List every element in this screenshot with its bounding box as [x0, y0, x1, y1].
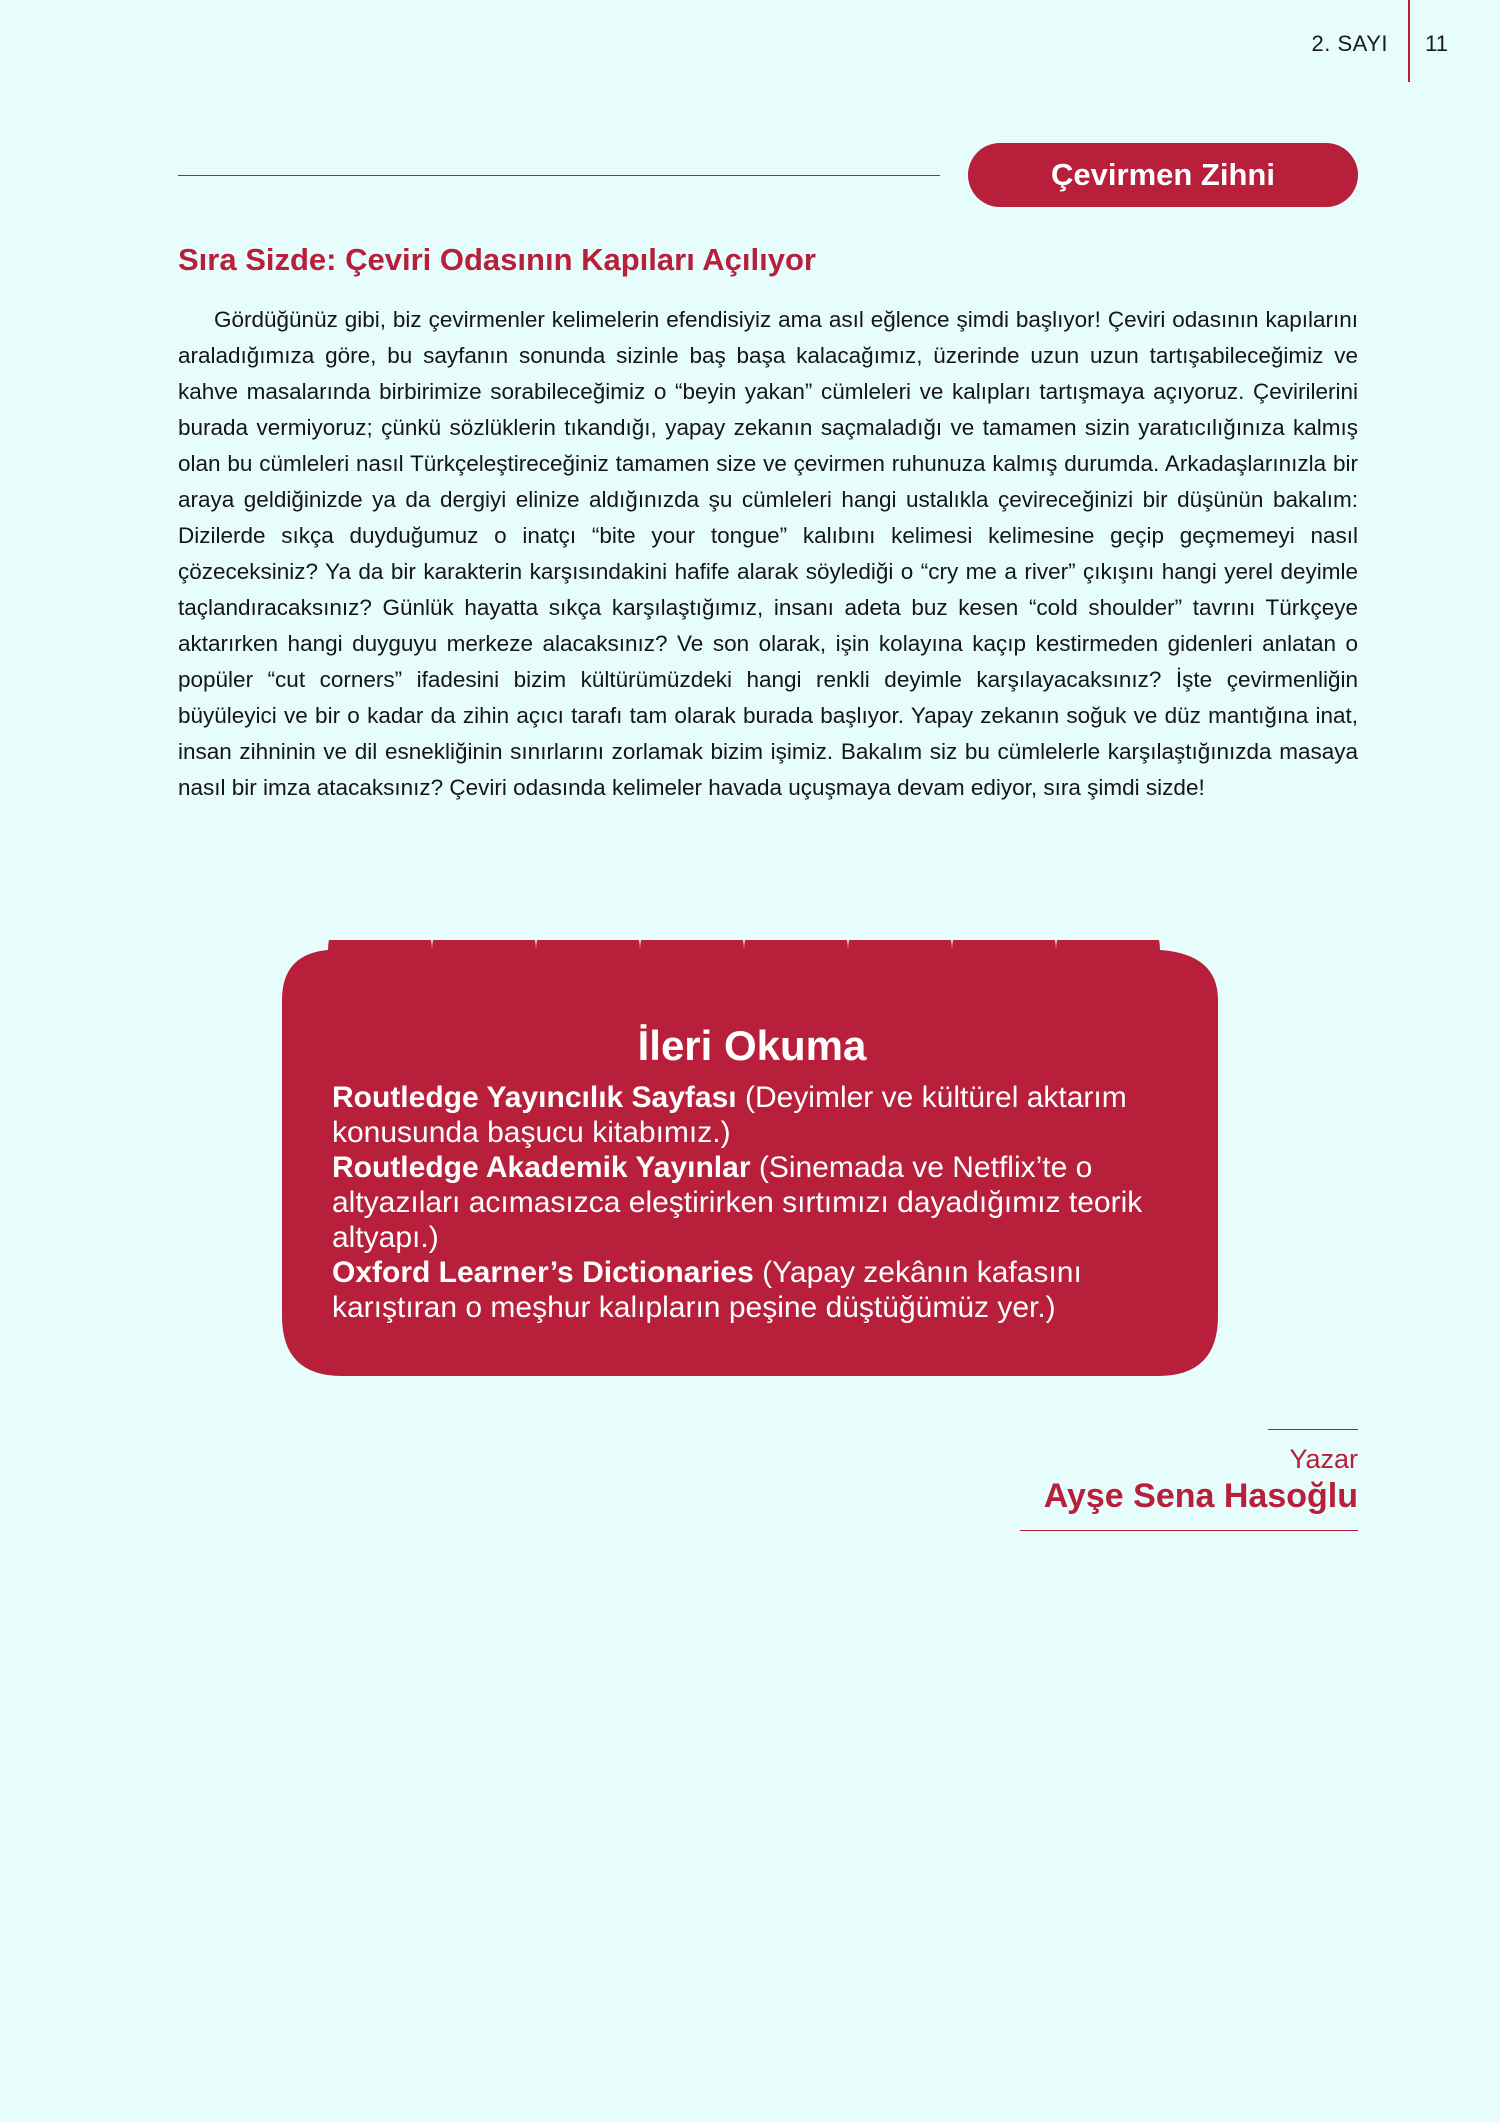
- article-body: Gördüğünüz gibi, biz çevirmenler kelimelerin efendisiyiz ama asıl eğlence şimdi başlıyor! Çeviri odasının kapılarını araladığımıza göre, bu sayfanın sonunda sizinle baş başa kalacağımız, üzerinde uzun uzun tartışabileceğimiz ve kahve masalarında birbirimize sorabileceğimiz o “beyin yakan” cümleleri ve kalıpları tartışmaya açıyoruz. Çevirilerini burada vermiyoruz; çünkü sözlüklerin tıkandığı, yapay zekanın saçmaladığı ve tamamen sizin yaratıcılığınıza kalmış olan bu cümleleri nasıl Türkçeleştireceğiniz tamamen size ve çevirmen ruhunuza kalmış durumda. Arkadaşlarınızla bir araya geldiğinizde ya da dergiyi elinize aldığınızda şu cümleleri hangi ustalıkla çevireceğinizi bir düşünün bakalım: Dizilerde sıkça duyduğumuz o inatçı “bite your tongue” kalıbını kelimesi kelimesine geçip geçmemeyi nasıl çözeceksiniz? Ya da bir karakterin karşısındakini hafife alarak söylediği o “cry me a river” çıkışını hangi yerel deyimle taçlandıracaksınız? Günlük hayatta sıkça karşılaştığımız, insanı adeta buz kesen “cold shoulder” tavrını Türkçeye aktarırken hangi duyguyu merkeze alacaksınız? Ve son olarak, işin kolayına kaçıp kestirmeden gidenleri anlatan o popüler “cut corners” ifadesini bizim kültürümüzdeki hangi renkli deyimle karşılayacaksınız? İşte çevirmenliğin büyüleyici ve bir o kadar da zihin açıcı tarafı tam olarak burada başlıyor. Yapay zekanın soğuk ve düz mantığına inat, insan zihninin ve dil esnekliğinin sınırlarını zorlamak bizim işimiz. Bakalım siz bu cümlelerle karşılaştığınızda masaya nasıl bir imza atacaksınız? Çeviri odasında kelimeler havada uçuşmaya devam ediyor, sıra şimdi sizde!: [178, 307, 1358, 800]
- further-reading-box: [282, 940, 1218, 1376]
- further-reading-content: [332, 1018, 1172, 1325]
- author-rule-bottom: [1020, 1530, 1358, 1531]
- issue-divider: [1408, 0, 1410, 82]
- reading-item-description: (Yapay zekânın kafasını karıştıran o meşhur kalıpların peşine düştüğümüz yer.): [332, 1256, 1082, 1324]
- author-role: Yazar: [1289, 1444, 1358, 1474]
- reading-item: [332, 1080, 1172, 1150]
- section-label: Çevirmen Zihni: [968, 143, 1358, 207]
- reading-item-description: (Deyimler ve kültürel aktarım konusunda başucu kitabımız.): [332, 1081, 1127, 1149]
- issue-label: 2. SAYI: [1311, 31, 1388, 56]
- further-reading-title: İleri Okuma: [637, 1022, 867, 1069]
- article-title: Sıra Sizde: Çeviri Odasının Kapıları Açılıyor: [178, 242, 816, 277]
- reading-item-name: Routledge Akademik Yayınlar: [332, 1151, 751, 1184]
- page-number: 11: [1425, 31, 1448, 56]
- reading-item-name: Routledge Yayıncılık Sayfası: [332, 1081, 737, 1114]
- reading-item: [332, 1255, 1172, 1325]
- issue-marker: [1280, 30, 1500, 82]
- reading-item-name: Oxford Learner’s Dictionaries: [332, 1256, 754, 1289]
- section-rule: [178, 175, 940, 176]
- author-name: Ayşe Sena Hasoğlu: [1043, 1477, 1358, 1515]
- reading-item: [332, 1150, 1172, 1255]
- reading-item-description: (Sinemada ve Netflix’te o altyazıları acımasızca eleştirirken sırtımızı dayadığımız teorik altyapı.): [332, 1151, 1143, 1254]
- author-rule-top: [1268, 1429, 1358, 1430]
